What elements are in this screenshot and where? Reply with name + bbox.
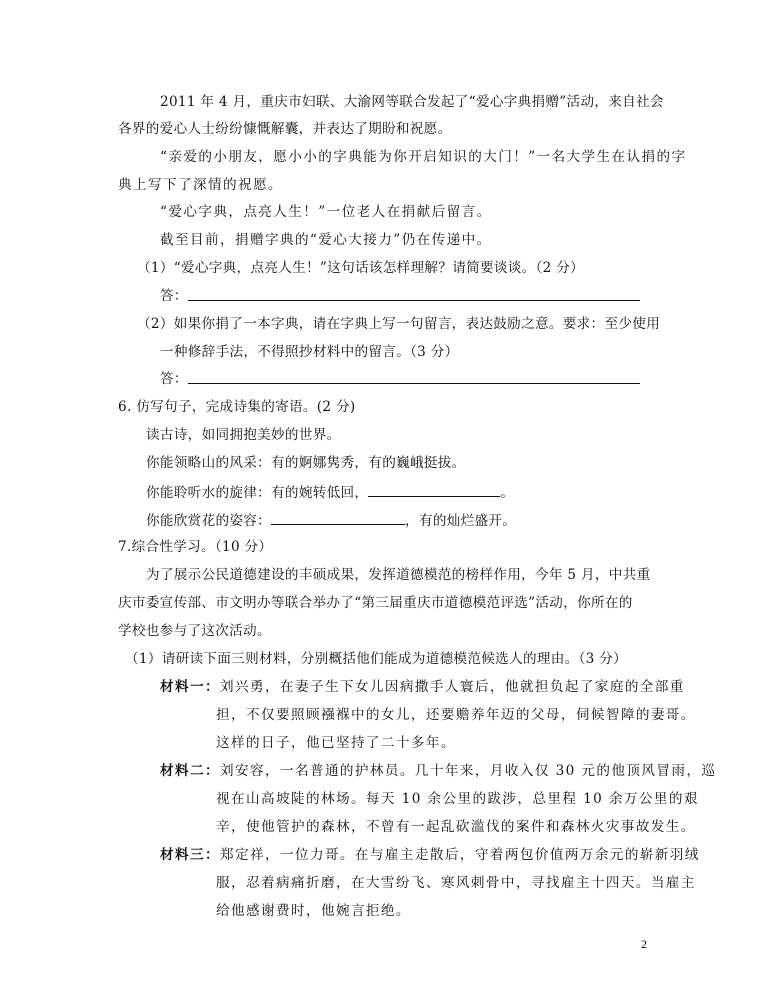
material-two: [160, 762, 716, 780]
material-one: [160, 678, 685, 696]
q6-blank-2[interactable]: [271, 510, 405, 525]
material-one-line-1: 刘兴勇，在妻子生下女儿因病撒手人寰后，他就担负起了家庭的全部重: [219, 679, 685, 695]
material-one-line-2: 担，不仅要照顾襁褓中的女儿，还要赡养年迈的父母，伺候智障的妻哥。: [216, 707, 696, 723]
material-three-line-1: 郑定祥，一位力哥。在与雇主走散后，守着两包价值两万余元的崭新羽绒: [219, 847, 700, 863]
q7-intro-line-2: 庆市委宣传部、市文明办等联合举办了“第三届重庆市道德模范评选”活动，你所在的: [118, 595, 633, 611]
material-paragraph-2-line-2: 典上写下了深情的祝愿。: [118, 177, 283, 193]
material-three-line-3: 给他感谢费时，他婉言拒绝。: [216, 903, 411, 919]
material-two-line-1: 刘安容，一名普通的护林员。几十年来，月收入仅 30 元的他顶风冒雨，巡: [219, 763, 717, 779]
q7-intro-line-3: 学校也参与了这次活动。: [118, 623, 271, 639]
material-two-line-2: 视在山高坡陡的林场。每天 10 余公里的跋涉，总里程 10 余万公里的艰: [216, 791, 699, 807]
q6-line-3-end: 。: [500, 485, 515, 501]
q7-sub1-prompt: （1）请研读下面三则材料，分别概括他们能成为道德模范候选人的理由。（3 分）: [125, 651, 627, 667]
material-two-line-3: 辛，使他管护的森林，不曾有一起乱砍滥伐的案件和森林火灾事故发生。: [216, 819, 696, 835]
q7-intro-line-1: 为了展示公民道德建设的丰硕成果，发挥道德模范的榜样作用，今年 5 月，中共重: [146, 567, 651, 583]
material-three: [160, 846, 700, 864]
q6-line-3: [146, 482, 514, 502]
q7-title: 7.综合性学习。（10 分）: [118, 539, 273, 555]
q5-answer-line-1[interactable]: [188, 300, 640, 301]
q6-title: 6. 仿写句子，完成诗集的寄语。(2 分): [118, 399, 356, 415]
material-two-label: 材料二：: [160, 763, 220, 779]
page-number: 2: [641, 937, 647, 951]
q6-line-1: 读古诗，如同拥抱美妙的世界。: [146, 427, 341, 443]
q5-answer-label-1: 答：: [160, 288, 188, 304]
q6-line-4-text: 你能欣赏花的姿容：: [146, 513, 272, 529]
material-paragraph-2-line-1: “亲爱的小朋友，愿小小的字典能为你开启知识的大门！”一名大学生在认捐的字: [160, 149, 687, 165]
q6-line-4-end: ，有的灿烂盛开。: [405, 513, 517, 529]
q6-line-3-text: 你能聆听水的旋律：有的婉转低回，: [146, 485, 369, 501]
q6-line-4: [146, 510, 516, 530]
q6-line-2: 你能领略山的风采：有的婀娜隽秀，有的巍峨挺拔。: [146, 455, 466, 471]
material-three-line-2: 服，忍着病痛折磨，在大雪纷飞、寒风刺骨中，寻找雇主十四天。当雇主: [216, 875, 696, 891]
material-paragraph-1-line-2: 各界的爱心人士纷纷慷慨解囊，并表达了期盼和祝愿。: [118, 121, 452, 137]
material-one-line-3: 这样的日子，他已坚持了二十多年。: [216, 735, 456, 751]
material-paragraph-4: 截至目前，捐赠字典的“爱心大接力”仍在传递中。: [160, 232, 492, 248]
q5-answer-line-2[interactable]: [188, 383, 640, 384]
material-three-label: 材料三：: [160, 847, 220, 863]
material-one-label: 材料一：: [160, 679, 220, 695]
q5-sub2-prompt-line-1: （2）如果你捐了一本字典，请在字典上写一句留言，表达鼓励之意。要求：至少使用: [137, 316, 661, 332]
q6-blank-1[interactable]: [368, 482, 500, 497]
q5-answer-label-2: 答：: [160, 371, 188, 387]
material-paragraph-3: “爱心字典，点亮人生！”一位老人在捐献后留言。: [160, 204, 492, 220]
q5-sub1-prompt: （1）“爱心字典，点亮人生！”这句话该怎样理解？请简要谈谈。（2 分）: [137, 260, 585, 276]
q5-sub2-prompt-line-2: 一种修辞手法，不得照抄材料中的留言。（3 分）: [160, 344, 459, 360]
material-paragraph-1-line-1: 2011 年 4 月，重庆市妇联、大渝网等联合发起了“爱心字典捐赠”活动，来自社会: [160, 94, 664, 110]
